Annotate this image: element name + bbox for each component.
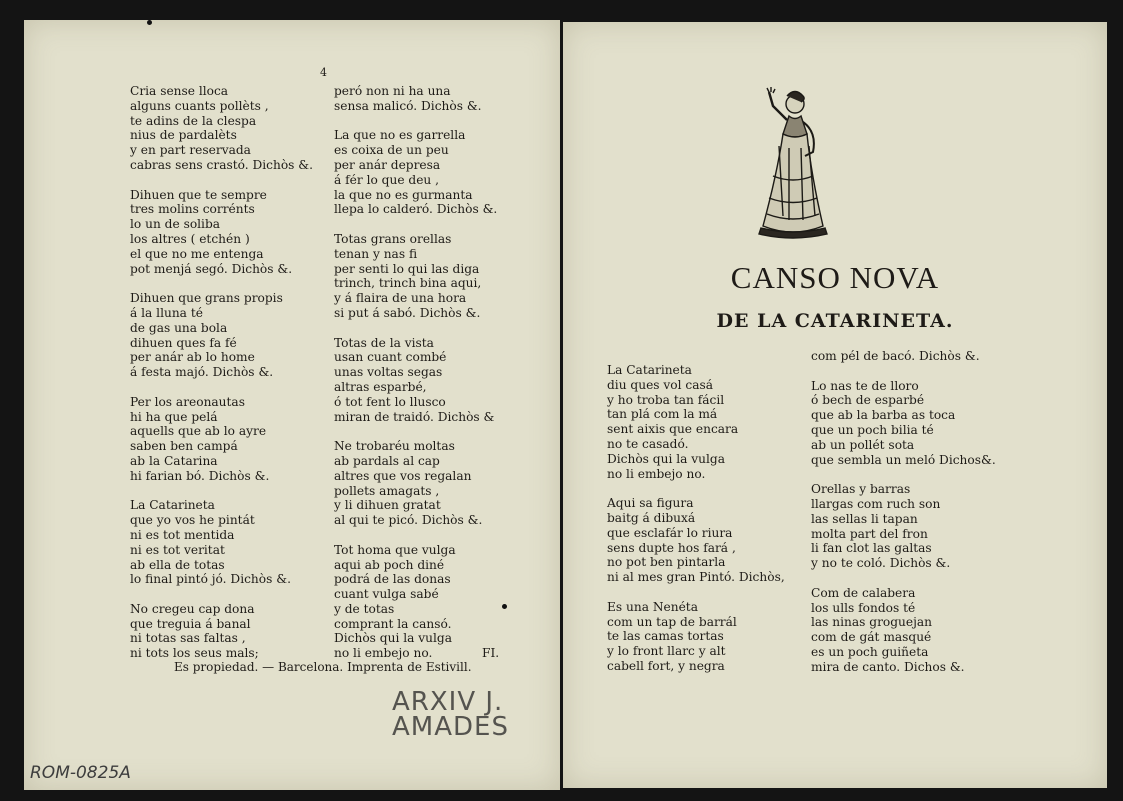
verse-line: diu ques vol casá: [607, 377, 714, 392]
verse-line: Totas grans orellas: [334, 231, 452, 246]
song-title: CANSO NOVA: [730, 260, 940, 295]
verse-line: cabell fort, y negra: [607, 658, 725, 673]
verse-line: com pél de bacó. Dichòs &.: [811, 349, 980, 363]
verse-line: molta part del fron: [811, 526, 928, 541]
verse-line: aqui ab poch diné: [334, 557, 445, 572]
verse-line: tenan y nas fi: [334, 246, 418, 261]
verse-line: ni tots los seus mals;: [130, 646, 259, 661]
verse-line: Dihuen que grans propis: [130, 291, 283, 306]
stamp-line-1: ARXIV J.: [392, 687, 504, 717]
verse-line: mira de canto. Dichos &.: [811, 659, 965, 674]
verse-line: á festa majó. Dichòs &.: [130, 365, 274, 380]
verse-line: saben ben campá: [130, 439, 238, 454]
verse-line: per senti lo qui las diga: [334, 261, 480, 276]
verse-line: y li dihuen gratat: [334, 498, 441, 513]
page-number: 4: [320, 66, 327, 79]
verse-line: La Catarineta: [607, 363, 692, 377]
verse-line: las sellas li tapan: [811, 511, 918, 526]
verse-line: sent aixis que encara: [607, 422, 739, 437]
verse-line: el que no me entenga: [130, 246, 264, 261]
verse-line: No cregeu cap dona: [130, 601, 255, 616]
verse-line: unas voltas segas: [334, 365, 443, 380]
verse-line: ó tot fent lo llusco: [334, 394, 446, 409]
stanza-break: [334, 424, 497, 439]
poem-column-right-2: [811, 349, 996, 675]
verse-line: te las camas tortas: [607, 629, 724, 644]
verse-line: per anár depresa: [334, 157, 441, 172]
verse-line: Dichòs qui la vulga: [607, 451, 725, 466]
verse-line: llepa lo calderó. Dichòs &.: [334, 202, 498, 217]
verse-line: altres que vos regalan: [334, 468, 472, 483]
verse-line: com de gát masqué: [811, 630, 932, 645]
verse-line: podrá de las donas: [334, 572, 451, 587]
verse-line: cuant vulga sabé: [334, 587, 439, 602]
stanza-break: [130, 587, 313, 602]
stanza-break: [334, 217, 497, 232]
stanza-break: [130, 484, 313, 499]
verse-line: que un poch bilia té: [811, 422, 934, 437]
verse-line: es coixa de un peu: [334, 143, 449, 158]
verse-line: Lo nas te de lloro: [811, 378, 919, 393]
verse-line: que yo vos he pintát: [130, 513, 255, 528]
verse-line: dihuen ques fa fé: [130, 335, 237, 350]
stanza-break: [334, 528, 497, 543]
verse-line: y no te coló. Dichòs &.: [811, 556, 951, 571]
stanza-break: [130, 380, 313, 395]
verse-line: si put á sabó. Dichòs &.: [334, 305, 481, 320]
stanza-break: [334, 114, 497, 129]
verse-line: baitg á dibuxá: [607, 510, 696, 525]
verse-line: las ninas groguejan: [811, 615, 933, 630]
verse-line: es un poch guiñeta: [811, 644, 929, 659]
verse-line: sens dupte hos fará ,: [607, 540, 736, 555]
verse-line: que sembla un meló Dichos&.: [811, 452, 996, 467]
poem-column-right-1: [607, 363, 785, 674]
verse-line: Dichòs qui la vulga: [334, 631, 452, 646]
stanza-break: [811, 364, 996, 379]
verse-line: cabras sens crastó. Dichòs &.: [130, 157, 314, 172]
verse-line: altras esparbé,: [334, 379, 427, 394]
verse-line: ab pardals al cap: [334, 453, 440, 468]
verse-line: Dihuen que te sempre: [130, 187, 267, 202]
verse-line: que treguia á banal: [130, 616, 251, 631]
verse-line: lo un de soliba: [130, 217, 221, 232]
catarineta-woodcut-illustration: [753, 86, 833, 242]
verse-line: Com de calabera: [811, 585, 916, 600]
shelfmark: ROM-0825A: [30, 763, 131, 783]
right-page: [563, 22, 1107, 788]
verse-line: y lo front llarc y alt: [607, 644, 726, 659]
verse-line: La que no es garrella: [334, 128, 466, 143]
verse-line: Tot homa que vulga: [334, 542, 456, 557]
verse-line: los ulls fondos té: [811, 600, 916, 615]
verse-line: que ab la barba as toca: [811, 408, 956, 423]
verse-line: comprant la cansó.: [334, 616, 452, 631]
verse-line: Es una Nenéta: [607, 599, 698, 614]
stamp-line-2: AMADES: [392, 712, 509, 742]
imprint-footer: Es propiedad. — Barcelona. Imprenta de Estivill.: [174, 660, 472, 674]
verse-line: tan plá com la má: [607, 407, 718, 422]
verse-line: Aqui sa figura: [607, 496, 694, 511]
verse-line: Totas de la vista: [334, 335, 434, 350]
verse-line: pot menjá segó. Dichòs &.: [130, 261, 293, 276]
verse-line: de gas una bola: [130, 320, 228, 335]
stanza-break: [334, 321, 497, 336]
verse-line: no pot ben pintarla: [607, 555, 726, 570]
stanza-break: [130, 276, 313, 291]
verse-line: hi farian bó. Dichòs &.: [130, 468, 270, 483]
verse-line: no li embejo no.: [334, 646, 433, 661]
verse-line: ó bech de esparbé: [811, 393, 925, 408]
verse-line: usan cuant combé: [334, 350, 447, 365]
archive-stamp: [392, 687, 509, 742]
verse-line: te adins de la clespa: [130, 113, 257, 128]
verse-line: nius de pardalèts: [130, 128, 237, 143]
end-mark: FI.: [482, 646, 500, 660]
verse-line: li fan clot las galtas: [811, 541, 932, 556]
verse-line: Per los areonautas: [130, 394, 245, 409]
verse-line: ab un pollét sota: [811, 437, 915, 452]
verse-line: ni es tot veritat: [130, 542, 225, 557]
verse-line: pollets amagats ,: [334, 483, 440, 498]
verse-line: ni totas sas faltas ,: [130, 631, 246, 646]
stanza-break: [811, 467, 996, 482]
verse-line: al qui te picó. Dichòs &.: [334, 513, 483, 528]
verse-line: ab ella de totas: [130, 557, 225, 572]
stanza-break: [811, 571, 996, 586]
verse-line: Cria sense lloca: [130, 84, 229, 98]
verse-line: á fér lo que deu ,: [334, 172, 440, 187]
verse-line: la que no es gurmanta: [334, 187, 473, 202]
verse-line: que esclafár lo riura: [607, 525, 733, 540]
verse-line: sensa malicó. Dichòs &.: [334, 98, 482, 113]
verse-line: miran de traidó. Dichòs &: [334, 409, 495, 424]
verse-line: trinch, trinch bina aqui,: [334, 276, 482, 291]
verse-line: Ne trobaréu moltas: [334, 439, 455, 454]
verse-line: per anár ab lo home: [130, 350, 255, 365]
verse-line: no li embejo no.: [607, 466, 706, 481]
verse-line: aquells que ab lo ayre: [130, 424, 267, 439]
song-subtitle: DE LA CATARINETA.: [716, 310, 954, 332]
verse-line: lo final pintó jó. Dichòs &.: [130, 572, 291, 587]
verse-line: ni es tot mentida: [130, 527, 235, 542]
poem-column-left-2: [334, 84, 500, 661]
verse-line: tres molins corrénts: [130, 202, 255, 217]
verse-line: com un tap de barrál: [607, 614, 737, 629]
verse-line: no te casadó.: [607, 436, 689, 451]
stanza-break: [607, 481, 785, 496]
verse-line: La Catarineta: [130, 498, 215, 513]
verse-line: Orellas y barras: [811, 482, 911, 497]
verse-line: llargas com ruch son: [811, 496, 941, 511]
verse-line: ab la Catarina: [130, 453, 218, 468]
verse-line: á la lluna té: [130, 305, 203, 320]
verse-line: y ho troba tan fácil: [607, 392, 725, 407]
verse-line: ni al mes gran Pintó. Dichòs,: [607, 570, 785, 585]
left-page: [24, 20, 560, 790]
stanza-break: [607, 585, 785, 600]
verse-line: y de totas: [334, 601, 395, 616]
verse-line: y á flaira de una hora: [334, 291, 467, 306]
verse-line: alguns cuants pollèts ,: [130, 98, 269, 113]
verse-line: hi ha que pelá: [130, 409, 218, 424]
verse-line: peró non ni ha una: [334, 84, 451, 98]
stanza-break: [130, 173, 313, 188]
poem-column-left-1: [130, 84, 313, 661]
verse-line: y en part reservada: [130, 143, 251, 158]
verse-line: los altres ( etchén ): [130, 231, 250, 246]
